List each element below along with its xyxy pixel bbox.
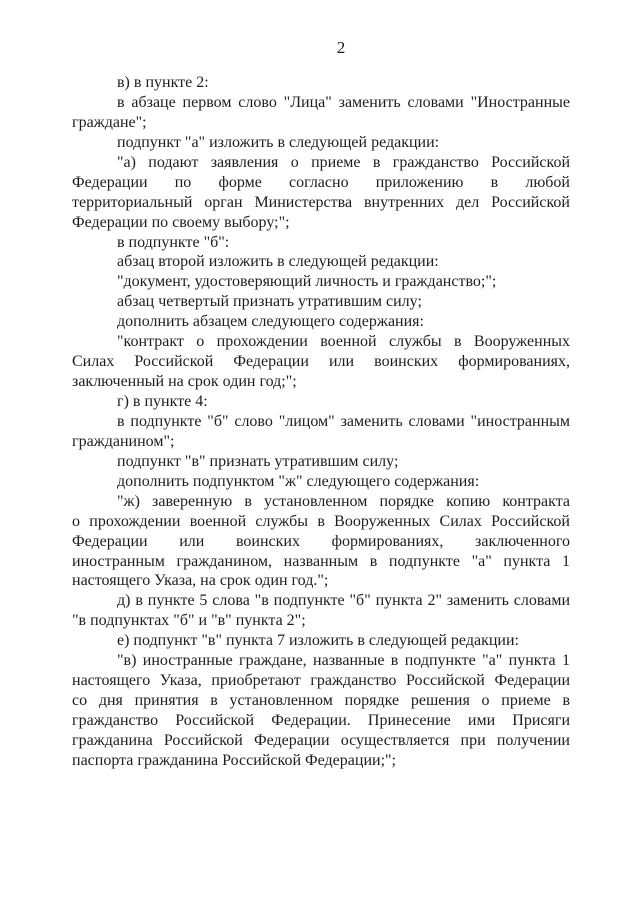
paragraph — [72, 272, 570, 292]
text-line: в подпункте "б" слово "лицом" заменить словами "иностранным — [117, 412, 570, 430]
paragraph — [72, 73, 570, 93]
text-line: гражданина Российской Федерации осуществляется при получении — [72, 731, 570, 749]
paragraph — [72, 452, 570, 472]
text-line: д) в пункте 5 слова "в подпункте "б" пункта 2" заменить словами — [117, 592, 570, 610]
text-line: "документ, удостоверяющий личность и гражданство;"; — [117, 273, 497, 291]
text-line: в) в пункте 2: — [117, 74, 209, 91]
text-line: настоящего Указа, на срок один год."; — [72, 572, 329, 590]
paragraph — [72, 631, 570, 651]
text-line: в абзаце первом слово "Лица" заменить словами "Иностранные — [117, 93, 570, 111]
text-line: "контракт о прохождении военной службы в Вооруженных — [117, 333, 570, 351]
text-line: в подпункте "б": — [117, 233, 230, 251]
text-line: Федерации или воинских формированиях, заключенного — [72, 532, 570, 550]
text-line: г) в пункте 4: — [117, 393, 208, 410]
text-line: Силах Российской Федерации или воинских формированиях, — [72, 353, 570, 371]
text-line: гражданином"; — [72, 432, 175, 450]
text-line: дополнить абзацем следующего содержания: — [117, 313, 424, 331]
page-number: 2 — [336, 38, 346, 57]
paragraph — [72, 492, 570, 592]
text-line: территориальный орган Министерства внутренних дел Российской — [72, 193, 570, 211]
text-line: е) подпункт "в" пункта 7 изложить в следующей редакции: — [117, 632, 519, 650]
text-line: "ж) заверенную в установленном порядке копию контракта — [117, 492, 570, 510]
text-line: паспорта гражданина Российской Федерации;"; — [72, 751, 396, 769]
text-line: "а) подают заявления о приеме в гражданство Российской — [117, 153, 570, 171]
paragraph — [72, 292, 570, 312]
text-line: Федерации по форме согласно приложению в любой — [72, 173, 570, 191]
text-line: иностранным гражданином, названным в подпункте "а" пункта 1 — [72, 552, 570, 570]
paragraph — [72, 412, 570, 452]
paragraph — [72, 332, 570, 392]
paragraph — [72, 252, 570, 272]
text-line: заключенный на срок один год;"; — [72, 373, 297, 391]
text-line: "в подпунктах "б" и "в" пункта 2"; — [72, 612, 306, 630]
text-line: "в) иностранные граждане, названные в подпункте "а" пункта 1 — [117, 652, 570, 670]
text-line: Федерации по своему выбору;"; — [72, 213, 290, 231]
paragraph — [72, 153, 570, 233]
text-line: граждане"; — [72, 113, 147, 131]
text-line: о прохождении военной службы в Вооруженных Силах Российской — [72, 512, 570, 530]
paragraph — [72, 93, 570, 133]
paragraph — [72, 591, 570, 631]
text-line: подпункт "в" признать утратившим силу; — [117, 452, 399, 470]
text-line: подпункт "а" изложить в следующей редакции: — [117, 133, 440, 151]
paragraph — [72, 312, 570, 332]
paragraph — [72, 133, 570, 153]
paragraph — [72, 472, 570, 492]
paragraph — [72, 233, 570, 253]
text-line: гражданство Российской Федерации. Принесение ими Присяги — [72, 712, 570, 729]
paragraph — [72, 651, 570, 771]
text-line: абзац второй изложить в следующей редакции: — [117, 253, 439, 271]
text-line: со дня принятия в установленном порядке решения о приеме в — [72, 692, 570, 710]
document-body — [72, 73, 570, 771]
text-line: настоящего Указа, приобретают гражданство Российской Федерации — [72, 672, 570, 690]
paragraph — [72, 392, 570, 412]
text-line: дополнить подпунктом "ж" следующего содержания: — [117, 472, 480, 490]
text-line: абзац четвертый признать утратившим силу; — [117, 293, 422, 311]
